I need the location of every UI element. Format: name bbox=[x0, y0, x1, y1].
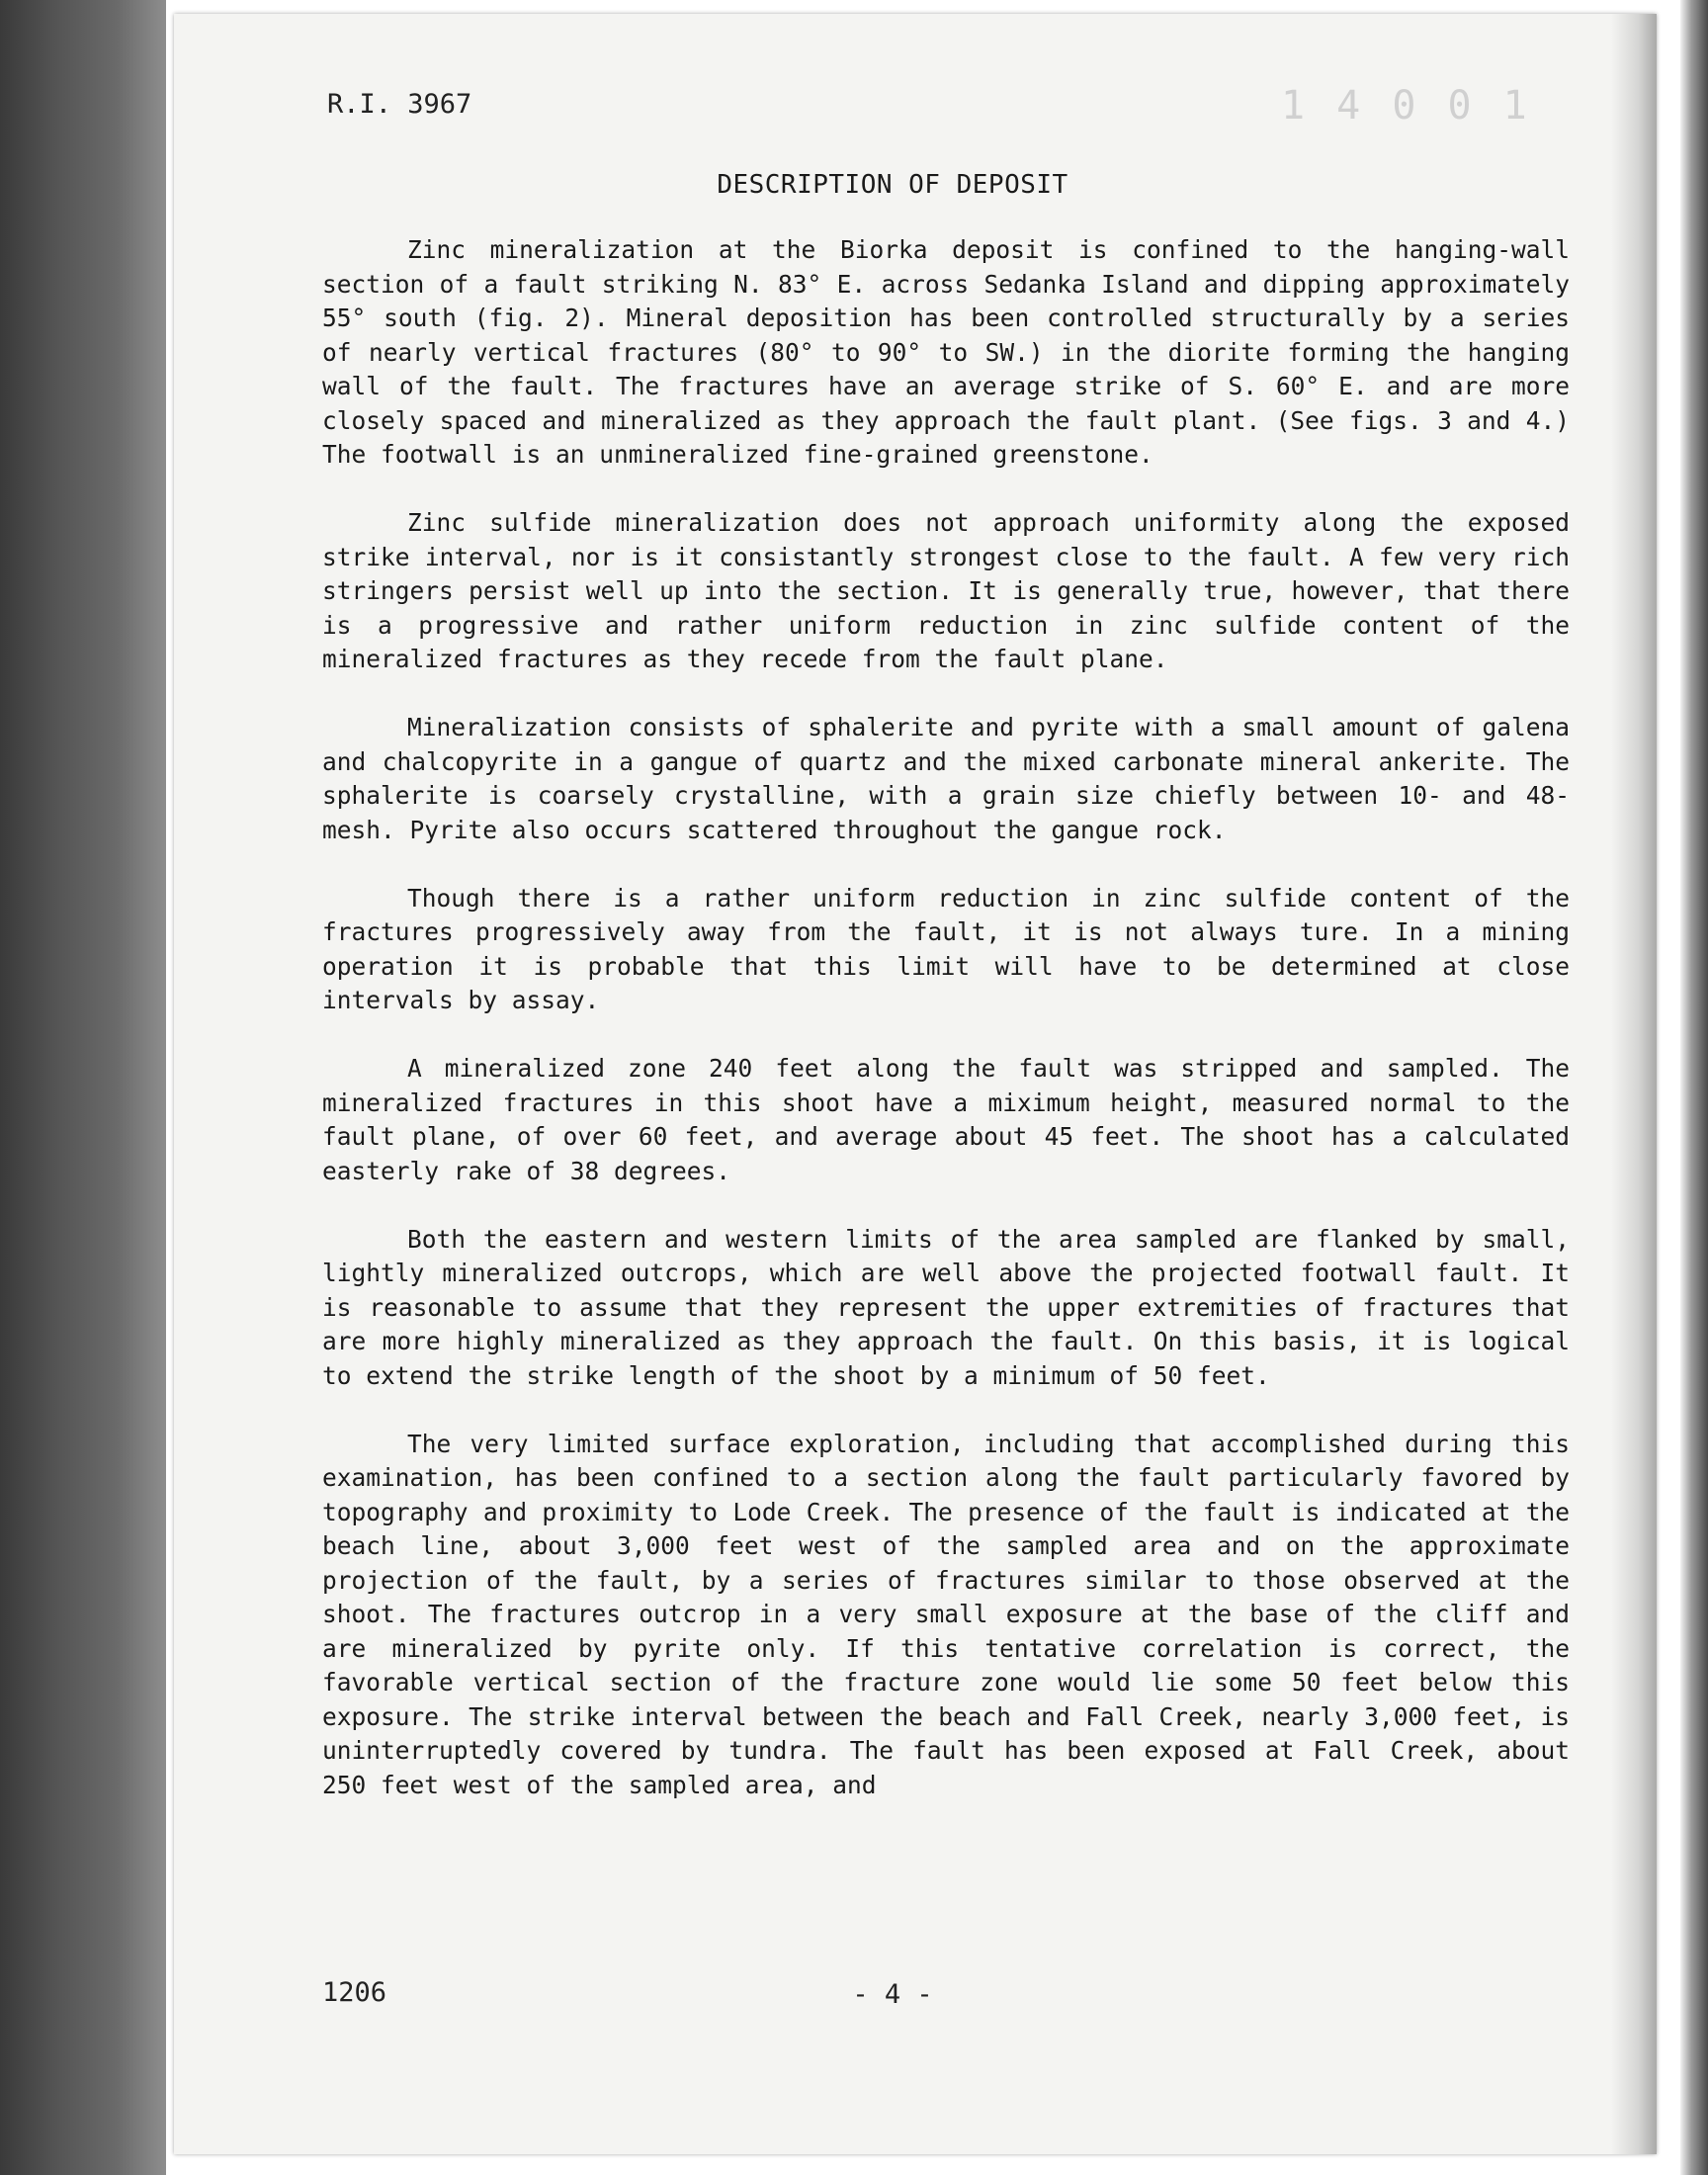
paragraph-7: The very limited surface exploration, including that accomplished during this examination, has been confined to a section along the fault particularly favored by topography and proximity to Lode Creek. The presence of the fault is indicated at the beach line, about 3,000 feet west of the sampled area and on the approximate projection of the fault, by a series of fractures similar to those observed at the shoot. The fractures outcrop in a very small exposure at the base of the cliff and are mineralized by pyrite only. If this tentative correlation is correct, the favorable vertical section of the fracture zone would lie some 50 feet below this exposure. The strike interval between the beach and Fall Creek, nearly 3,000 feet, is uninterruptedly covered by tundra. The fault has been exposed at Fall Creek, about 250 feet west of the sampled area, and bbox=[322, 1429, 1570, 1799]
paragraph-4: Though there is a rather uniform reduction in zinc sulfide content of the fractures progressively away from the fault, it is not always ture. In a mining operation it is probable that this limit will have to be determined at close intervals by assay. bbox=[322, 883, 1570, 1014]
section-title: DESCRIPTION OF DEPOSIT bbox=[717, 170, 1068, 200]
document-body bbox=[322, 233, 1570, 1837]
page-number: - 4 - bbox=[852, 1979, 933, 2010]
paragraph-1: Zinc mineralization at the Biorka deposit is confined to the hanging-wall section of a fault striking N. 83° E. across Sedanka Island and dipping approximately 55° south (fig. 2). Mineral deposition has been controlled structurally by a series of nearly vertical fractures (80° to 90° to SW.) in the diorite forming the hanging wall of the fault. The fractures have an average strike of S. 60° E. and are more closely spaced and mineralized as they approach the fault plant. (See figs. 3 and 4.) The footwall is an unmineralized fine-grained greenstone. bbox=[322, 235, 1570, 469]
faint-stamp-mark: 1 4 0 0 1 bbox=[1281, 83, 1531, 129]
document-number: 1206 bbox=[322, 1977, 387, 2008]
paragraph-2: Zinc sulfide mineralization does not approach uniformity along the exposed strike interval, nor is it consistantly strongest close to the fault. A few very rich stringers persist well up into the section. It is generally true, however, that there is a progressive and rather uniform reduction in zinc sulfide content of the mineralized fractures as they recede from the fault plane. bbox=[322, 508, 1570, 673]
scanner-right-edge bbox=[1680, 0, 1708, 2175]
paragraph-3: Mineralization consists of sphalerite and pyrite with a small amount of galena and chalcopyrite in a gangue of quartz and the mixed carbonate mineral ankerite. The sphalerite is coarsely crystalline, with a grain size chiefly between 10- and 48-mesh. Pyrite also occurs scattered throughout the gangue rock. bbox=[322, 713, 1570, 844]
document-page bbox=[174, 14, 1657, 2154]
paragraph-5: A mineralized zone 240 feet along the fault was stripped and sampled. The mineralized fractures in this shoot have a miximum height, measured normal to the fault plane, of over 60 feet, and average about 45 feet. The shoot has a calculated easterly rake of 38 degrees. bbox=[322, 1054, 1570, 1185]
scanner-binding-shadow bbox=[0, 0, 166, 2175]
page-edge-shadow bbox=[1611, 14, 1657, 2154]
paragraph-6: Both the eastern and western limits of the area sampled are flanked by small, lightly mineralized outcrops, which are well above the projected footwall fault. It is reasonable to assume that they represent the upper extremities of fractures that are more highly mineralized as they approach the fault. On this basis, it is logical to extend the strike length of the shoot by a minimum of 50 feet. bbox=[322, 1224, 1570, 1390]
report-id: R.I. 3967 bbox=[327, 89, 472, 120]
